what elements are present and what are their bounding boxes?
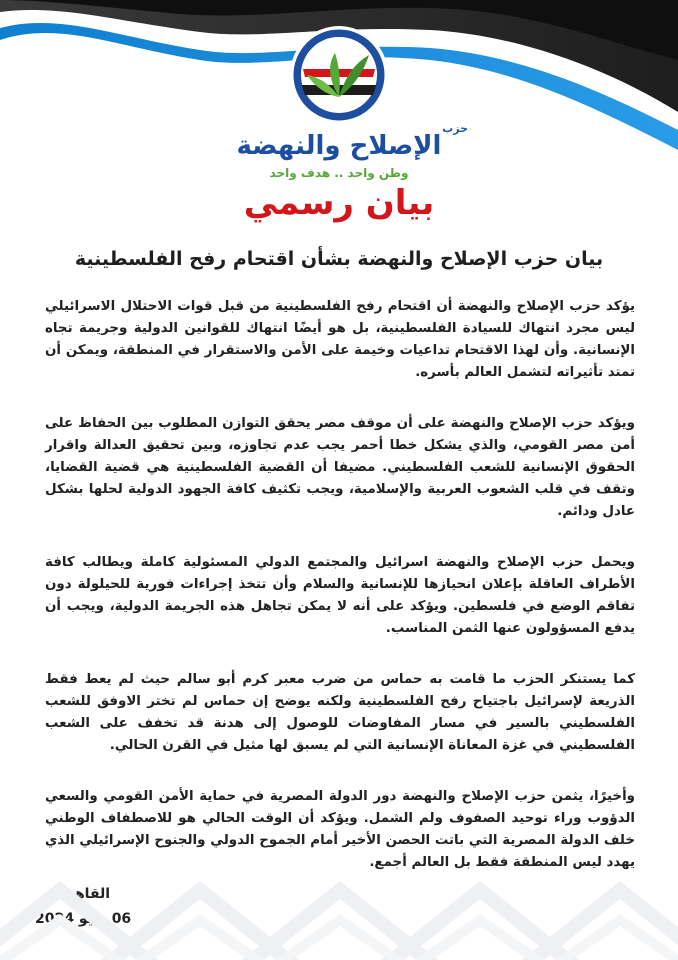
paragraph-3: ويحمل حزب الإصلاح والنهضة اسرائيل والمجتمع الدولي المسئولية كاملة ويطالب كافة الأطراف العاقلة بإعلان انحيازها للإنسانية والسلام وأن تتخذ إجراءات فورية للحيلولة دون تفاقم الوضع في فلسطين. ويؤكد على أنه لا يمكن تجاهل هذه الجريمة الدولية، ويجب أن يدفع المسؤولون عنها الثمن المناسب. xyxy=(45,555,635,636)
paragraph-2: ويؤكد حزب الإصلاح والنهضة على أن موقف مصر يحقق التوازن المطلوب بين الحفاظ على أمن مصر القومي، والذي يشكل خطا أحمر يجب عدم تجاوزه، وبين تحقيق العدالة واقرار الحقوق الإنسانية للشعب الفلسطيني. مضيفا أن القضية الفلسطينية هي قضية القضايا، وتقف في قلب الشعوب العربية والإسلامية، ويجب تكثيف كافة الجهود الدولية لحلها بشكل عادل ودائم. xyxy=(45,416,635,519)
statement-place: القاهرة xyxy=(58,886,111,902)
statement-body xyxy=(45,296,635,903)
paragraph-5: وأخيرًا، يثمن حزب الإصلاح والنهضة دور الدولة المصرية في حماية الأمن القومي والسعي الدؤوب وراء توحيد الصفوف ولم الشمل. ويؤكد أن الوقت الحالي هو للاصطفاف الوطني خلف الدولة المصرية التي باتت الحصن الأخير أمام الجموح الدولي والجنوح الإسرائيلي الذي يهدد ليس المنطقة فقط بل العالم أجمع. xyxy=(45,789,635,870)
party-name-prefix: حزب xyxy=(442,122,468,135)
paragraph-1: يؤكد حزب الإصلاح والنهضة أن اقتحام رفح الفلسطينية من قبل قوات الاحتلال الاسرائيلي ليس مجرد انتهاك للسيادة الفلسطينية، بل هو أيضًا انتهاك للقوانين الدولية وجريمة تجاه الإنسانية. وأن لهذا الاقتحام تداعيات وخيمة على الأمن والاستقرار في المنطقة، ويمكن أن تمتد تأثيراته لتشمل العالم بأسره. xyxy=(45,299,635,380)
statement-date: 06 مايو 2024 xyxy=(35,911,132,927)
party-slogan: وطن واحد .. هدف واحد xyxy=(269,166,409,180)
paragraph-4: كما يستنكر الحزب ما قامت به حماس من ضرب معبر كرم أبو سالم حيث لم يعط فقط الذريعة لإسرائيل باجتياح رفح الفلسطينية ولكنه يوضح إن حماس لم تختر الاوفق للشعب الفلسطيني بالسير في مسار المفاوضات للوصول إلى هدنة قد تخفف على الشعب الفلسطيني في غزة المعاناة الإنسانية التي لم يسبق لها مثيل في القرن الحالي. xyxy=(45,672,635,753)
party-name: الإصلاح والنهضة xyxy=(236,131,442,161)
footer-chevron-pattern xyxy=(0,850,678,960)
statement-title: بيان حزب الإصلاح والنهضة بشأن اقتحام رفح الفلسطينية xyxy=(74,248,604,270)
official-statement-label: بيان رسمي xyxy=(243,183,435,223)
party-logo-emblem xyxy=(289,25,389,125)
